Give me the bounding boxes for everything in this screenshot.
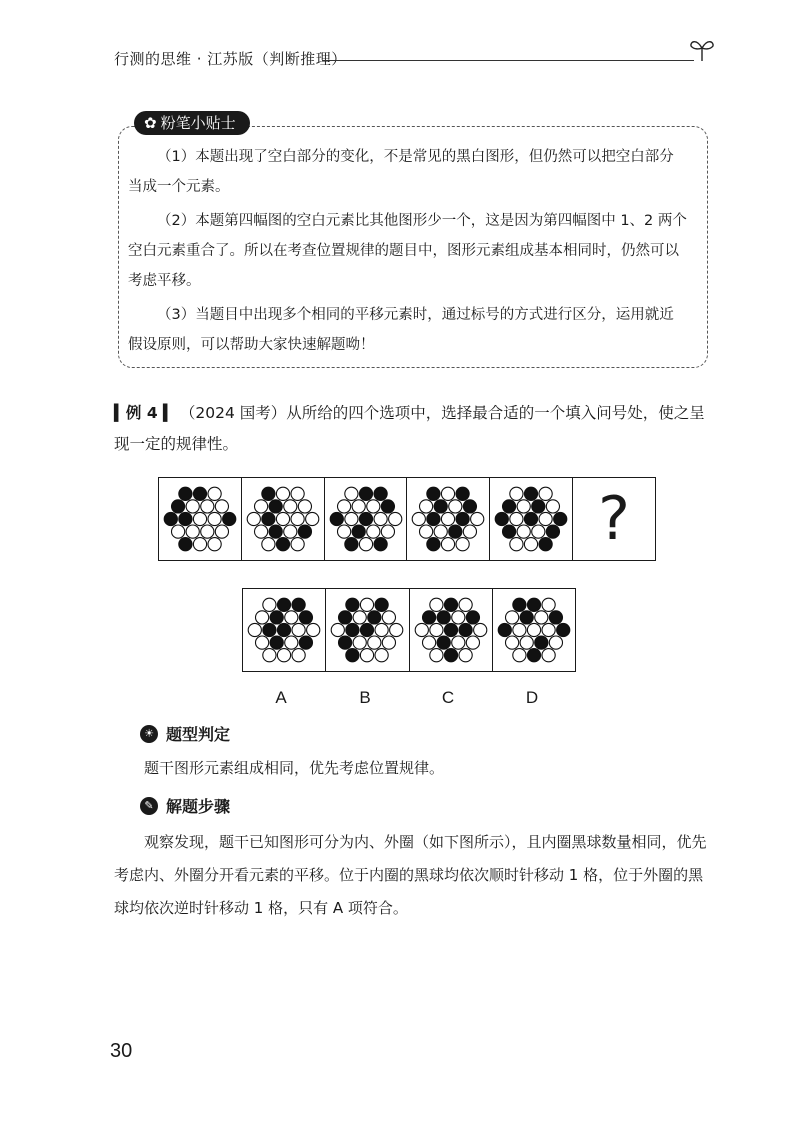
- white-ball: [298, 500, 311, 513]
- option-figure-d[interactable]: [493, 589, 575, 671]
- white-ball: [215, 500, 228, 513]
- white-ball: [256, 636, 269, 649]
- white-ball: [442, 487, 455, 500]
- white-ball: [513, 623, 526, 636]
- white-ball: [449, 500, 462, 513]
- white-ball: [368, 636, 381, 649]
- white-ball: [208, 512, 221, 525]
- black-ball: [527, 598, 540, 611]
- white-ball: [337, 525, 350, 538]
- white-ball: [383, 636, 396, 649]
- example-prompt: [114, 398, 714, 460]
- white-ball: [337, 500, 350, 513]
- white-ball: [291, 512, 304, 525]
- white-ball: [542, 623, 555, 636]
- black-ball: [539, 538, 552, 551]
- white-ball: [451, 611, 464, 624]
- black-ball: [525, 512, 538, 525]
- black-ball: [498, 623, 511, 636]
- white-ball: [429, 598, 442, 611]
- tip-paragraph: （3）当题目中出现多个相同的平移元素时，通过标号的方式进行区分，运用就近假设原则，可以帮助大家快速解题呦！: [128, 307, 674, 353]
- white-ball: [254, 500, 267, 513]
- black-ball: [330, 512, 343, 525]
- white-ball: [276, 487, 289, 500]
- black-ball: [179, 487, 192, 500]
- white-ball: [466, 636, 479, 649]
- white-ball: [332, 623, 345, 636]
- white-ball: [388, 512, 401, 525]
- white-ball: [361, 649, 374, 662]
- white-ball: [344, 487, 357, 500]
- white-ball: [505, 611, 518, 624]
- black-ball: [532, 500, 545, 513]
- sun-icon: ☀: [140, 725, 158, 743]
- white-ball: [285, 611, 298, 624]
- white-ball: [215, 525, 228, 538]
- black-ball: [339, 611, 352, 624]
- white-ball: [353, 636, 366, 649]
- black-ball: [381, 500, 394, 513]
- white-ball: [292, 623, 305, 636]
- white-ball: [283, 525, 296, 538]
- black-ball: [444, 649, 457, 662]
- white-ball: [456, 538, 469, 551]
- white-ball: [383, 611, 396, 624]
- black-ball: [193, 487, 206, 500]
- section-title: 题型判定: [166, 725, 231, 744]
- white-ball: [254, 525, 267, 538]
- white-ball: [525, 538, 538, 551]
- black-ball: [262, 487, 275, 500]
- white-ball: [549, 636, 562, 649]
- black-ball: [346, 598, 359, 611]
- tip-label: [134, 111, 250, 135]
- black-ball: [298, 525, 311, 538]
- black-ball: [503, 525, 516, 538]
- white-ball: [442, 538, 455, 551]
- black-ball: [269, 500, 282, 513]
- white-ball: [539, 512, 552, 525]
- options-figure-row: [242, 588, 576, 672]
- white-ball: [208, 538, 221, 551]
- black-ball: [344, 538, 357, 551]
- black-ball: [456, 487, 469, 500]
- example-tag: ▍例 4 ▍: [114, 404, 175, 422]
- white-ball: [256, 611, 269, 624]
- white-ball: [374, 512, 387, 525]
- white-ball: [473, 623, 486, 636]
- white-ball: [381, 525, 394, 538]
- white-ball: [361, 598, 374, 611]
- white-ball: [434, 525, 447, 538]
- black-ball: [525, 487, 538, 500]
- white-ball: [442, 512, 455, 525]
- black-ball: [527, 649, 540, 662]
- black-ball: [374, 487, 387, 500]
- white-ball: [375, 649, 388, 662]
- black-ball: [437, 611, 450, 624]
- black-ball: [269, 525, 282, 538]
- section-title: 解题步骤: [166, 797, 231, 816]
- black-ball: [359, 512, 372, 525]
- black-ball: [361, 623, 374, 636]
- black-ball: [556, 623, 569, 636]
- black-ball: [449, 525, 462, 538]
- black-ball: [299, 611, 312, 624]
- white-ball: [201, 525, 214, 538]
- black-ball: [292, 598, 305, 611]
- black-ball: [434, 500, 447, 513]
- black-ball: [223, 512, 236, 525]
- white-ball: [359, 538, 372, 551]
- white-ball: [527, 623, 540, 636]
- white-ball: [547, 500, 560, 513]
- white-ball: [276, 512, 289, 525]
- black-ball: [444, 598, 457, 611]
- white-ball: [208, 487, 221, 500]
- tip-paragraph: （1）本题出现了空白部分的变化，不是常见的黑白图形，但仍然可以把空白部分当成一个元素。: [128, 149, 674, 195]
- question-mark-cell: [573, 478, 655, 560]
- white-ball: [375, 623, 388, 636]
- black-ball: [495, 512, 508, 525]
- white-ball: [505, 636, 518, 649]
- section-heading-type: [140, 722, 230, 745]
- black-ball: [270, 611, 283, 624]
- option-label-d: D: [525, 688, 539, 707]
- white-ball: [464, 525, 477, 538]
- tip-label-text: 粉笔小贴士: [160, 114, 236, 132]
- section-body: 观察发现，题干已知图形可分为内、外圈（如下图所示），且内圈黑球数量相同，优先考虑内、外圈分开看元素的平移。位于内圈的黑球均依次顺时针移动 1 格，位于外圈的黑球均依次逆时针移动 1 格，只有 A 项符合。: [114, 833, 707, 917]
- white-ball: [520, 636, 533, 649]
- black-ball: [456, 512, 469, 525]
- white-ball: [390, 623, 403, 636]
- question-mark: ?: [598, 484, 630, 554]
- white-ball: [510, 487, 523, 500]
- black-ball: [437, 636, 450, 649]
- option-label-b: B: [359, 688, 371, 707]
- header-rule: [322, 60, 694, 61]
- black-ball: [346, 649, 359, 662]
- example-text: （2024 国考）从所给的四个选项中，选择最合适的一个填入问号处，使之呈现一定的规律性。: [114, 404, 705, 453]
- white-ball: [186, 525, 199, 538]
- white-ball: [171, 525, 184, 538]
- black-ball: [513, 598, 526, 611]
- stem-figure-5: [490, 478, 573, 560]
- white-ball: [278, 649, 291, 662]
- black-ball: [262, 512, 275, 525]
- black-ball: [299, 636, 312, 649]
- white-ball: [352, 500, 365, 513]
- black-ball: [359, 487, 372, 500]
- white-ball: [291, 538, 304, 551]
- black-ball: [464, 500, 477, 513]
- white-ball: [186, 500, 199, 513]
- black-ball: [520, 611, 533, 624]
- black-ball: [554, 512, 567, 525]
- white-ball: [193, 538, 206, 551]
- option-label-c: C: [441, 688, 455, 707]
- white-ball: [517, 500, 530, 513]
- black-ball: [503, 500, 516, 513]
- white-ball: [513, 649, 526, 662]
- black-ball: [459, 623, 472, 636]
- stem-figure-2: [242, 478, 325, 560]
- white-ball: [429, 623, 442, 636]
- white-ball: [420, 500, 433, 513]
- white-ball: [247, 512, 260, 525]
- white-ball: [285, 636, 298, 649]
- black-ball: [466, 611, 479, 624]
- white-ball: [510, 538, 523, 551]
- black-ball: [339, 636, 352, 649]
- white-ball: [248, 623, 261, 636]
- white-ball: [459, 649, 472, 662]
- black-ball: [278, 598, 291, 611]
- black-ball: [427, 512, 440, 525]
- black-ball: [427, 538, 440, 551]
- white-ball: [415, 623, 428, 636]
- sprout-icon: ✿: [144, 114, 157, 132]
- option-figure-c[interactable]: [410, 589, 493, 671]
- white-ball: [305, 512, 318, 525]
- black-ball: [368, 611, 381, 624]
- option-figure-b[interactable]: [326, 589, 409, 671]
- white-ball: [292, 649, 305, 662]
- question-figure-row: [158, 477, 656, 561]
- white-ball: [422, 636, 435, 649]
- tip-paragraph: （2）本题第四幅图的空白元素比其他图形少一个，这是因为第四幅图中 1、2 两个空白元素重合了。所以在考查位置规律的题目中，图形元素组成基本相同时，仍然可以考虑平移。: [128, 213, 687, 289]
- white-ball: [535, 611, 548, 624]
- white-ball: [262, 538, 275, 551]
- stem-figure-3: [325, 478, 408, 560]
- black-ball: [352, 525, 365, 538]
- white-ball: [510, 512, 523, 525]
- white-ball: [366, 525, 379, 538]
- running-header: 行测的思维 · 江苏版（判断推理）: [114, 50, 347, 68]
- white-ball: [517, 525, 530, 538]
- black-ball: [422, 611, 435, 624]
- white-ball: [459, 598, 472, 611]
- black-ball: [278, 623, 291, 636]
- white-ball: [353, 611, 366, 624]
- white-ball: [532, 525, 545, 538]
- black-ball: [444, 623, 457, 636]
- black-ball: [374, 538, 387, 551]
- white-ball: [366, 500, 379, 513]
- white-ball: [542, 598, 555, 611]
- black-ball: [263, 623, 276, 636]
- black-ball: [375, 598, 388, 611]
- black-ball: [549, 611, 562, 624]
- white-ball: [201, 500, 214, 513]
- black-ball: [179, 538, 192, 551]
- section-heading-steps: [140, 794, 230, 817]
- white-ball: [263, 649, 276, 662]
- option-figure-a[interactable]: [243, 589, 326, 671]
- page-number: 30: [110, 1040, 133, 1062]
- white-ball: [283, 500, 296, 513]
- stem-figure-4: [407, 478, 490, 560]
- white-ball: [193, 512, 206, 525]
- black-ball: [346, 623, 359, 636]
- black-ball: [270, 636, 283, 649]
- white-ball: [263, 598, 276, 611]
- white-ball: [420, 525, 433, 538]
- white-ball: [542, 649, 555, 662]
- white-ball: [539, 487, 552, 500]
- option-label-a: A: [275, 688, 287, 707]
- white-ball: [307, 623, 320, 636]
- black-ball: [427, 487, 440, 500]
- white-ball: [471, 512, 484, 525]
- white-ball: [429, 649, 442, 662]
- stem-figure-1: [159, 478, 242, 560]
- black-ball: [179, 512, 192, 525]
- white-ball: [344, 512, 357, 525]
- black-ball: [164, 512, 177, 525]
- black-ball: [276, 538, 289, 551]
- black-ball: [171, 500, 184, 513]
- sprout-icon: [688, 36, 716, 62]
- white-ball: [413, 512, 426, 525]
- black-ball: [547, 525, 560, 538]
- section-body: 题干图形元素组成相同，优先考虑位置规律。: [144, 759, 445, 777]
- white-ball: [291, 487, 304, 500]
- white-ball: [451, 636, 464, 649]
- key-icon: ✎: [140, 797, 158, 815]
- black-ball: [535, 636, 548, 649]
